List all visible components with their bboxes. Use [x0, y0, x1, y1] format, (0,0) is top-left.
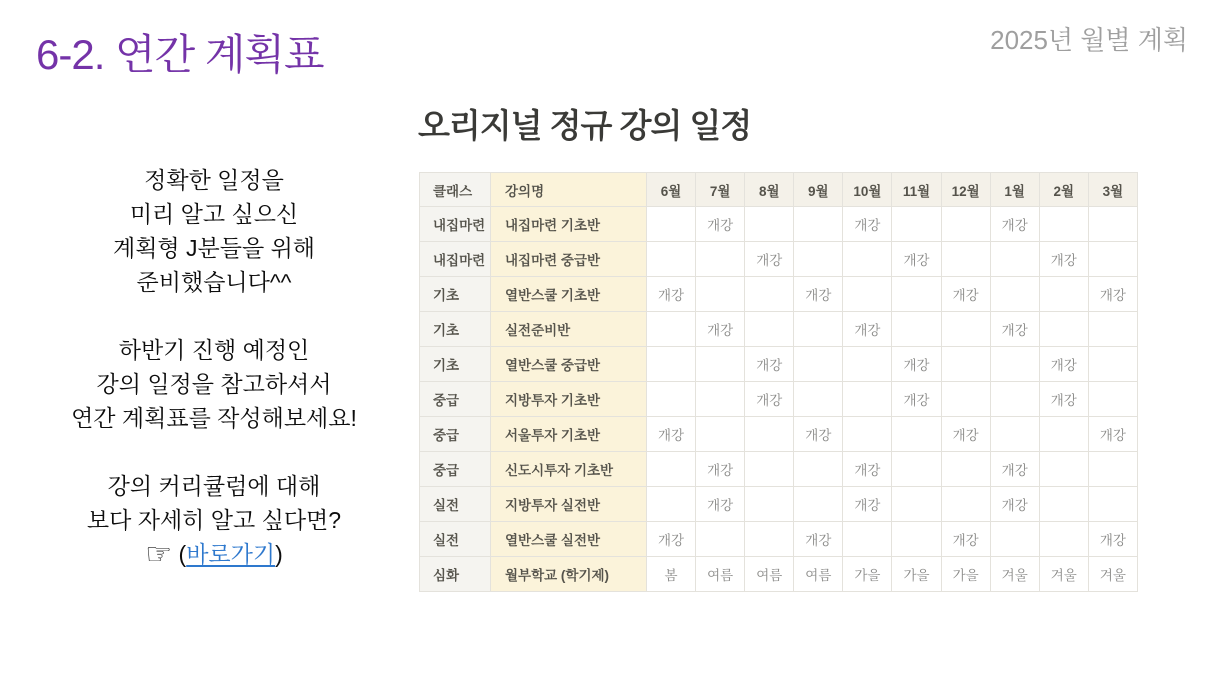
lecture-name-cell: 열반스쿨 기초반 — [491, 277, 647, 312]
class-cell: 기초 — [420, 312, 491, 347]
month-cell: 개강 — [1039, 242, 1088, 277]
table-row — [420, 487, 1138, 522]
month-cell: 개강 — [941, 277, 990, 312]
header-cell: 10월 — [843, 173, 892, 207]
header-cell: 11월 — [892, 173, 941, 207]
month-cell: 봄 — [647, 557, 696, 592]
month-cell: 겨울 — [1088, 557, 1137, 592]
month-cell — [941, 487, 990, 522]
month-cell — [941, 382, 990, 417]
month-cell — [1088, 452, 1137, 487]
month-cell — [745, 487, 794, 522]
month-cell: 개강 — [990, 487, 1039, 522]
month-cell: 개강 — [745, 382, 794, 417]
class-cell: 중급 — [420, 452, 491, 487]
month-cell: 개강 — [1039, 347, 1088, 382]
month-cell — [1088, 347, 1137, 382]
month-cell: 개강 — [696, 207, 745, 242]
text-line: 보다 자세히 알고 싶다면? — [86, 507, 342, 533]
month-cell: 개강 — [794, 417, 843, 452]
month-cell — [941, 312, 990, 347]
month-cell — [1039, 312, 1088, 347]
month-cell — [794, 382, 843, 417]
lecture-name-cell: 월부학교 (학기제) — [491, 557, 647, 592]
month-cell: 개강 — [745, 347, 794, 382]
month-cell — [1088, 382, 1137, 417]
month-cell — [892, 312, 941, 347]
month-cell — [647, 347, 696, 382]
month-cell: 개강 — [941, 417, 990, 452]
table-row — [420, 347, 1138, 382]
header-cell: 8월 — [745, 173, 794, 207]
month-cell — [1088, 312, 1137, 347]
month-cell — [892, 487, 941, 522]
link-paren-open: ( — [178, 541, 187, 567]
link-paren-close: ) — [275, 541, 283, 567]
month-cell — [941, 207, 990, 242]
header-cell: 7월 — [696, 173, 745, 207]
left-text-panel — [8, 163, 420, 572]
class-cell: 심화 — [420, 557, 491, 592]
month-cell — [1088, 207, 1137, 242]
table-row — [420, 522, 1138, 557]
month-cell — [696, 382, 745, 417]
paragraph-intro — [8, 163, 420, 299]
month-cell: 개강 — [843, 452, 892, 487]
month-cell — [843, 417, 892, 452]
month-cell — [794, 347, 843, 382]
slide-title: 6-2. 연간 계획표 — [36, 31, 324, 78]
text-line: 강의 커리큘럼에 대해 — [107, 473, 321, 499]
month-cell — [696, 347, 745, 382]
lecture-name-cell: 신도시투자 기초반 — [491, 452, 647, 487]
table-title: 오리지널 정규 강의 일정 — [418, 107, 752, 144]
month-cell: 개강 — [647, 417, 696, 452]
lecture-name-cell: 내집마련 기초반 — [491, 207, 647, 242]
class-cell: 중급 — [420, 382, 491, 417]
month-cell — [647, 207, 696, 242]
month-cell — [696, 242, 745, 277]
month-cell — [990, 277, 1039, 312]
month-cell — [843, 382, 892, 417]
month-cell — [1039, 452, 1088, 487]
month-cell — [843, 242, 892, 277]
month-cell — [745, 312, 794, 347]
month-cell — [794, 207, 843, 242]
corner-label: 2025년 월별 계획 — [990, 25, 1188, 55]
month-cell: 개강 — [1088, 277, 1137, 312]
month-cell: 개강 — [1088, 522, 1137, 557]
text-line: 하반기 진행 예정인 — [118, 337, 310, 363]
month-cell — [990, 242, 1039, 277]
table-row — [420, 207, 1138, 242]
text-line: 미리 알고 싶으신 — [129, 201, 299, 227]
month-cell — [843, 522, 892, 557]
month-cell: 개강 — [892, 382, 941, 417]
table-row — [420, 312, 1138, 347]
schedule-table-body — [420, 207, 1138, 592]
pointing-hand-icon: ☞ — [145, 538, 173, 571]
lecture-name-cell: 지방투자 실전반 — [491, 487, 647, 522]
month-cell: 가을 — [941, 557, 990, 592]
month-cell: 개강 — [1039, 382, 1088, 417]
month-cell — [745, 522, 794, 557]
month-cell — [647, 242, 696, 277]
month-cell — [843, 277, 892, 312]
table-row — [420, 417, 1138, 452]
month-cell — [941, 452, 990, 487]
text-line: 연간 계획표를 작성해보세요! — [71, 405, 357, 431]
month-cell — [794, 487, 843, 522]
month-cell: 개강 — [1088, 417, 1137, 452]
table-row — [420, 382, 1138, 417]
month-cell: 개강 — [794, 522, 843, 557]
month-cell — [696, 522, 745, 557]
header-cell: 6월 — [647, 173, 696, 207]
table-row — [420, 242, 1138, 277]
month-cell: 겨울 — [1039, 557, 1088, 592]
text-line: 계획형 J분들을 위해 — [112, 235, 316, 261]
month-cell — [892, 522, 941, 557]
month-cell: 개강 — [843, 207, 892, 242]
month-cell — [990, 382, 1039, 417]
month-cell: 개강 — [892, 242, 941, 277]
class-cell: 기초 — [420, 277, 491, 312]
month-cell — [990, 417, 1039, 452]
month-cell — [1088, 242, 1137, 277]
text-line: 준비했습니다^^ — [136, 269, 292, 295]
table-row — [420, 452, 1138, 487]
month-cell: 개강 — [745, 242, 794, 277]
month-cell — [794, 452, 843, 487]
month-cell: 개강 — [990, 312, 1039, 347]
paragraph-guide — [8, 333, 420, 435]
month-cell — [1039, 522, 1088, 557]
month-cell — [794, 242, 843, 277]
text-line: 정확한 일정을 — [144, 167, 284, 193]
month-cell: 가을 — [843, 557, 892, 592]
month-cell: 개강 — [696, 312, 745, 347]
month-cell — [647, 452, 696, 487]
class-cell: 실전 — [420, 487, 491, 522]
month-cell: 개강 — [647, 522, 696, 557]
month-cell — [745, 452, 794, 487]
month-cell: 개강 — [647, 277, 696, 312]
month-cell — [1039, 207, 1088, 242]
month-cell: 개강 — [696, 452, 745, 487]
class-cell: 실전 — [420, 522, 491, 557]
month-cell — [745, 207, 794, 242]
month-cell: 여름 — [794, 557, 843, 592]
class-cell: 내집마련 — [420, 207, 491, 242]
header-cell: 9월 — [794, 173, 843, 207]
month-cell — [892, 417, 941, 452]
month-cell: 가을 — [892, 557, 941, 592]
header-row — [420, 173, 1138, 207]
schedule-table — [419, 172, 1138, 592]
month-cell: 개강 — [990, 207, 1039, 242]
month-cell — [892, 207, 941, 242]
month-cell — [745, 417, 794, 452]
month-cell: 개강 — [843, 487, 892, 522]
lecture-name-cell: 지방투자 기초반 — [491, 382, 647, 417]
month-cell: 개강 — [941, 522, 990, 557]
class-cell: 중급 — [420, 417, 491, 452]
month-cell: 개강 — [843, 312, 892, 347]
month-cell — [696, 417, 745, 452]
month-cell — [990, 347, 1039, 382]
month-cell — [892, 452, 941, 487]
month-cell — [941, 347, 990, 382]
month-cell: 겨울 — [990, 557, 1039, 592]
text-line: 강의 일정을 참고하셔서 — [96, 371, 332, 397]
lecture-name-cell: 열반스쿨 중급반 — [491, 347, 647, 382]
month-cell — [990, 522, 1039, 557]
month-cell — [1039, 417, 1088, 452]
month-cell: 개강 — [990, 452, 1039, 487]
month-cell — [745, 277, 794, 312]
month-cell — [843, 347, 892, 382]
month-cell — [794, 312, 843, 347]
month-cell — [1088, 487, 1137, 522]
header-cell: 강의명 — [491, 173, 647, 207]
table-row — [420, 557, 1138, 592]
paragraph-curriculum — [8, 469, 420, 572]
month-cell: 개강 — [892, 347, 941, 382]
header-cell: 3월 — [1088, 173, 1137, 207]
lecture-name-cell: 내집마련 중급반 — [491, 242, 647, 277]
month-cell — [1039, 487, 1088, 522]
month-cell — [696, 277, 745, 312]
link-line — [8, 537, 420, 572]
lecture-name-cell: 열반스쿨 실전반 — [491, 522, 647, 557]
month-cell: 개강 — [794, 277, 843, 312]
lecture-name-cell: 서울투자 기초반 — [491, 417, 647, 452]
goto-link[interactable]: 바로가기 — [186, 541, 276, 567]
lecture-name-cell: 실전준비반 — [491, 312, 647, 347]
header-cell: 2월 — [1039, 173, 1088, 207]
month-cell: 여름 — [696, 557, 745, 592]
header-cell: 클래스 — [420, 173, 491, 207]
class-cell: 내집마련 — [420, 242, 491, 277]
month-cell — [941, 242, 990, 277]
month-cell — [1039, 277, 1088, 312]
header-cell: 12월 — [941, 173, 990, 207]
header-cell: 1월 — [990, 173, 1039, 207]
month-cell: 여름 — [745, 557, 794, 592]
month-cell — [892, 277, 941, 312]
table-row — [420, 277, 1138, 312]
class-cell: 기초 — [420, 347, 491, 382]
month-cell — [647, 382, 696, 417]
month-cell — [647, 312, 696, 347]
month-cell: 개강 — [696, 487, 745, 522]
month-cell — [647, 487, 696, 522]
